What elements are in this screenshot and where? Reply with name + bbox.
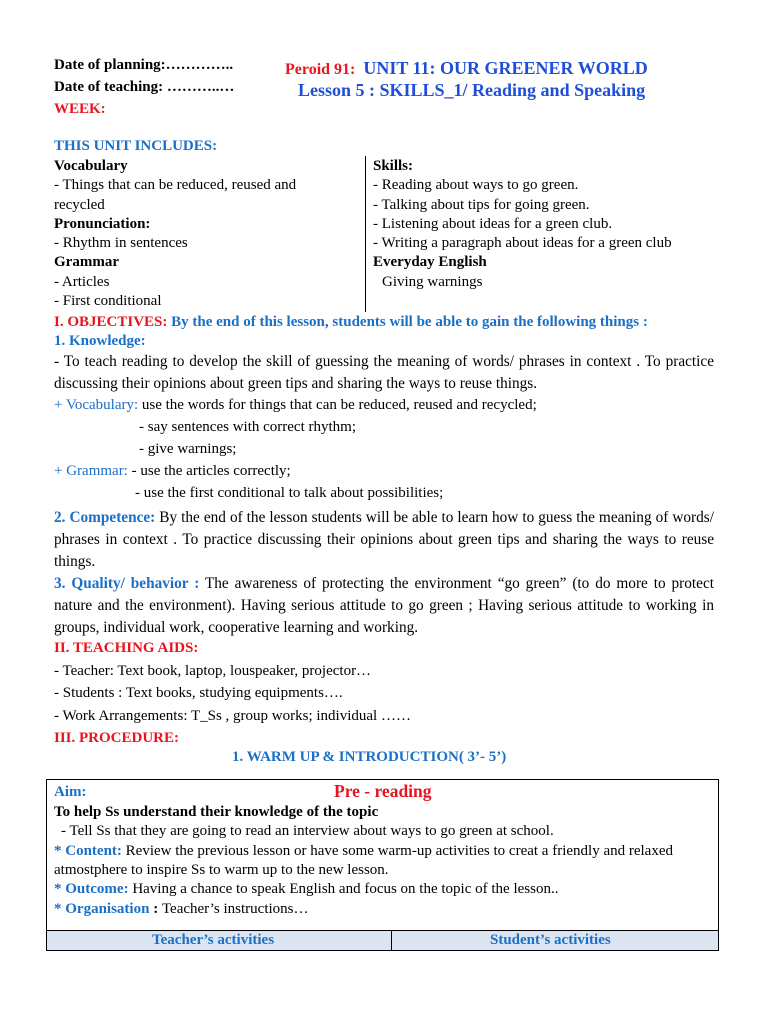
unit-includes-item: - Talking about tips for going green.: [373, 196, 590, 213]
activities-header-row: [47, 931, 718, 950]
knowledge-title: 1. Knowledge:: [54, 333, 146, 349]
content-paragraph: [54, 842, 704, 881]
student-activities-header: Student’s activities: [490, 932, 611, 948]
unit-includes-item: - First conditional: [54, 293, 162, 310]
lesson-title: Lesson 5 : SKILLS_1/ Reading and Speaking: [298, 80, 646, 100]
unit-includes-item: - Articles: [54, 273, 110, 290]
vocabulary-text: use the words for things that can be reduced, reused and recycled;: [141, 397, 537, 413]
unit-includes-item: Giving warnings: [382, 273, 483, 290]
lesson-title-line1: [285, 58, 648, 79]
tell-text: - Tell Ss that they are going to read an interview about ways to go green at school.: [61, 823, 554, 839]
teacher-activities-header: Teacher’s activities: [152, 932, 275, 948]
unit-includes-item: - Rhythm in sentences: [54, 235, 188, 252]
organisation-colon: :: [149, 901, 162, 917]
aim-label: Aim:: [54, 784, 87, 800]
content-label: * Content:: [54, 843, 122, 859]
content-text: Review the previous lesson or have some warm-up activities to creat a friendly and relaxed atmostphere to inspire Ss to warm up to the new lesson.: [54, 843, 673, 879]
unit-includes-item: - Writing a paragraph about ideas for a green club: [373, 235, 672, 252]
unit-includes-item: Vocabulary: [54, 158, 128, 174]
competence-title: 2. Competence:: [54, 509, 156, 526]
unit-includes-item: Grammar: [54, 254, 119, 271]
grammar-text: - use the articles correctly;: [131, 463, 291, 479]
activity-box: [46, 779, 719, 951]
competence-paragraph: [54, 507, 714, 573]
week-label: WEEK:: [54, 101, 106, 117]
grammar-label: + Grammar:: [54, 463, 128, 479]
vocabulary-sub1: - say sentences with correct rhythm;: [139, 419, 357, 435]
unit-includes-item: Pronunciation:: [54, 215, 151, 232]
objectives-intro: By the end of this lesson, students will be able to gain the following things :: [171, 314, 648, 330]
vocabulary-sub2: - give warnings;: [139, 441, 237, 457]
outcome-label: * Outcome:: [54, 881, 129, 897]
unit-includes-title: THIS UNIT INCLUDES:: [54, 138, 218, 154]
aim-text: To help Ss understand their knowledge of the topic: [54, 804, 379, 820]
aids-work: - Work Arrangements: T_Ss , group works; individual ……: [54, 708, 411, 724]
aids-teacher: - Teacher: Text book, laptop, louspeaker, projector…: [54, 663, 372, 679]
knowledge-text: - To teach reading to develop the skill of guessing the meaning of words/ phrases in context . To practice discussing their opinions about green tips and sharing the ways to reuse things.: [54, 353, 714, 392]
unit-includes-item: - Listening about ideas for a green club.: [373, 215, 613, 232]
quality-text: The awareness of protecting the environment “go green” (to do more to protect nature and the environment). Having serious attitude to go green ; Having serious attitude to working in groups, individual work, cooperative learning and working.: [54, 575, 714, 636]
unit-includes-item: Skills:: [373, 158, 414, 174]
aids-students: - Students : Text books, studying equipments….: [54, 685, 343, 701]
organisation-text: Teacher’s instructions…: [161, 901, 309, 917]
teaching-aids-heading: II. TEACHING AIDS:: [54, 640, 199, 656]
objectives-heading: [54, 314, 648, 331]
organisation-line: [54, 901, 309, 918]
unit-includes-right: [373, 157, 672, 292]
grammar-sub1: - use the first conditional to talk about possibilities;: [135, 485, 444, 501]
warm-up-heading: 1. WARM UP & INTRODUCTION( 3’- 5’): [232, 749, 507, 765]
unit-includes-item: recycled: [54, 196, 105, 213]
column-divider: [365, 156, 366, 312]
organisation-label: * Organisation: [54, 901, 150, 917]
outcome-line: [54, 881, 558, 898]
pre-reading-title: Pre - reading: [334, 781, 432, 801]
unit-title: UNIT 11: OUR GREENER WORLD: [363, 58, 648, 78]
date-of-planning: Date of planning:…………..: [54, 57, 234, 73]
quality-title: 3. Quality/ behavior :: [54, 575, 200, 592]
competence-text: By the end of the lesson students will be able to learn how to guess the meaning of words/ phrases in context . To practice discussing their opinions about green tips and sharing the ways to reuse things.: [54, 509, 714, 570]
date-of-teaching: Date of teaching: ………..…: [54, 79, 235, 95]
unit-includes-left: [54, 157, 296, 311]
period-label: Peroid 91:: [285, 61, 356, 78]
quality-paragraph: [54, 573, 714, 639]
activities-header-divider: [391, 931, 392, 950]
vocabulary-label: + Vocabulary:: [54, 397, 139, 413]
outcome-text: Having a chance to speak English and focus on the topic of the lesson..: [132, 881, 559, 897]
unit-includes-item: - Things that can be reduced, reused and: [54, 177, 297, 194]
objectives-label: I. OBJECTIVES:: [54, 314, 168, 330]
procedure-heading: III. PROCEDURE:: [54, 730, 180, 746]
vocabulary-line: [54, 397, 537, 414]
unit-includes-item: Everyday English: [373, 254, 487, 271]
grammar-line: [54, 463, 291, 480]
unit-includes-item: - Reading about ways to go green.: [373, 177, 579, 194]
